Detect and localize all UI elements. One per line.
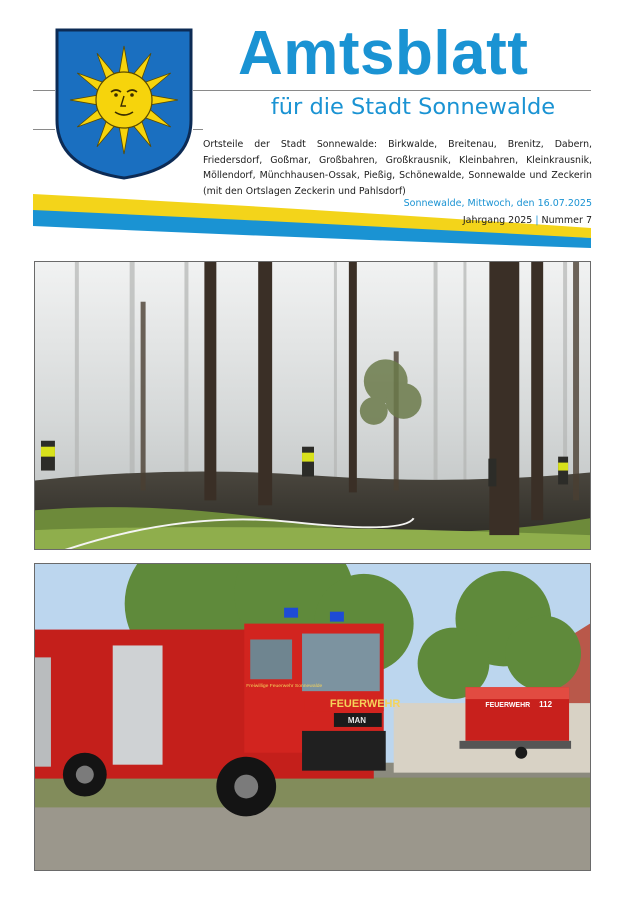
page-subtitle: für die Stadt Sonnewalde [270, 94, 556, 120]
truck-feuerwehr-lettering: FEUERWEHR [329, 698, 401, 711]
district-list: Ortsteile der Stadt Sonnewalde: Birkwalde, Breitenau, Brenitz, Dabern, Friedersdorf, Goßmar, Großbahren, Großkrausnik, Kleinbahren, Kleinkrausnik, Möllendorf, Münchhausen-Ossak, Pießig, Schönewalde, Sonnewalde und Zeckerin (mit den Ortslagen Zeckerin und Pahlsdorf) [203, 139, 592, 197]
header-rule-left-top [33, 90, 55, 91]
page-title: Amtsblatt [238, 19, 529, 88]
header-rule-left-bottom [33, 129, 55, 130]
truck-man-badge: MAN [347, 715, 366, 725]
trailer-number: 112 [539, 700, 553, 710]
sun-face-crest-icon [55, 28, 193, 180]
issue-separator: | [535, 215, 539, 226]
forest-fire-firefighters-photo [34, 261, 591, 550]
truck-door-text: Freiwillige Feuerwehr Sonnewalde [246, 684, 323, 690]
issue-number-line [463, 215, 592, 226]
fire-truck-photo [34, 563, 591, 871]
header-rule-right-bottom [193, 129, 203, 130]
volume-label: Jahrgang 2025 [462, 215, 533, 226]
issue-date: Sonnewalde, Mittwoch, den 16.07.2025 [403, 198, 592, 209]
issue-number: Nummer 7 [541, 215, 592, 226]
trailer-feuerwehr-lettering: FEUERWEHR [485, 702, 531, 710]
